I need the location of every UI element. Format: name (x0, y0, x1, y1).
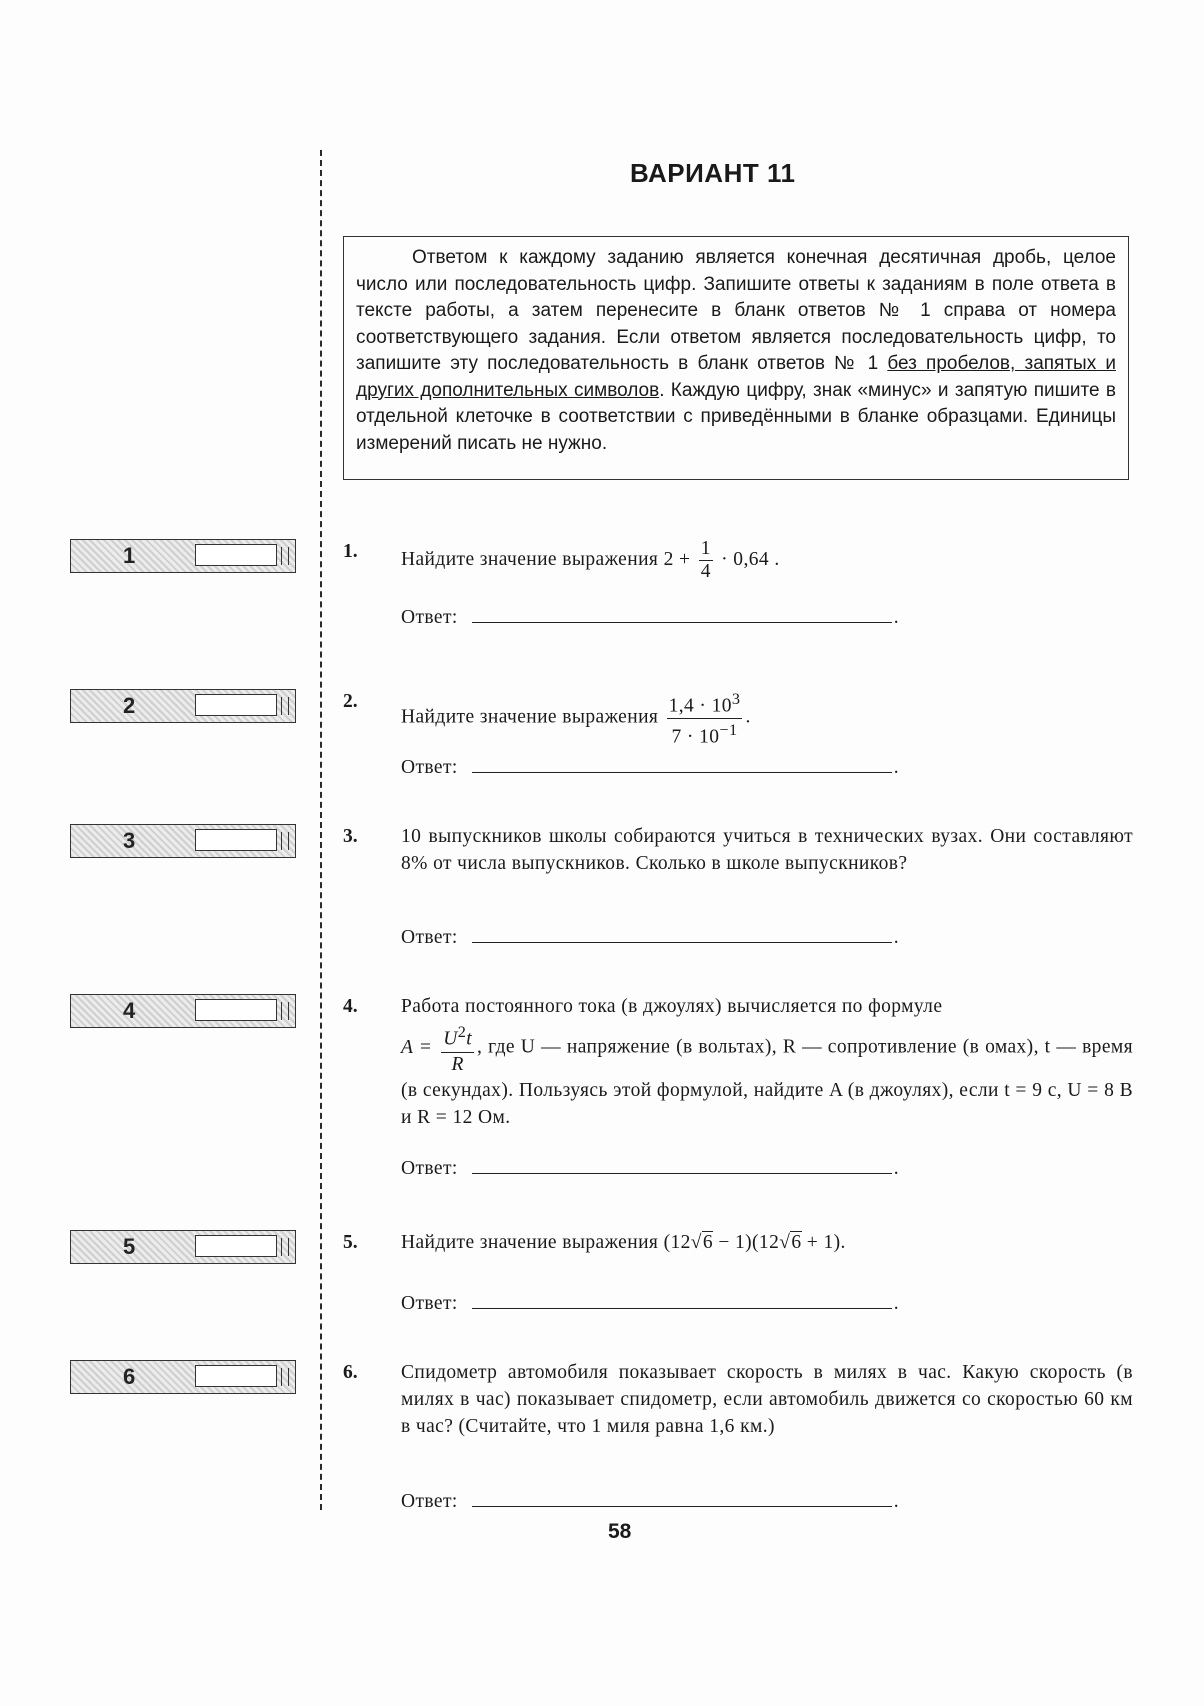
task-5 (343, 1229, 1133, 1256)
fraction: $\frac{1}{4}$ (700, 538, 711, 582)
task-number: 1. (343, 541, 358, 562)
answer-box-number: 6 (123, 1364, 136, 1389)
answer-input[interactable] (472, 924, 892, 943)
answer-box-number: 2 (123, 693, 136, 718)
answer-box-6 (70, 1360, 296, 1394)
answer-input[interactable] (472, 1488, 892, 1507)
answer-box-field[interactable] (195, 999, 277, 1021)
answer-input[interactable] (472, 1290, 892, 1309)
answer-label: Ответ: (401, 927, 458, 948)
task-text: Спидометр автомобиля показывает скорость в милях в час. Какую скорость (в милях в час) показывает спидометр, если автомобиль движется со скоростью 60 км в час? (Считайте, что 1 миля равна 1,6 км.) (401, 1362, 1133, 1437)
answer-input[interactable] (472, 604, 892, 623)
answer-label: Ответ: (401, 757, 458, 778)
task-3 (343, 823, 1133, 877)
answer-line-6: Ответ: . (401, 1488, 899, 1513)
task-prompt: Найдите значение выражения (401, 706, 659, 728)
answer-box-number: 4 (123, 998, 136, 1023)
answer-box-2 (70, 689, 296, 723)
page-title: ВАРИАНТ 11 (630, 158, 796, 188)
answer-box-number: 3 (123, 828, 136, 853)
answer-box-marker (281, 1238, 289, 1256)
page-number: 58 (608, 1520, 632, 1543)
math-expression: 2 + $\frac{1}{4}$ · 0,64 (663, 538, 770, 582)
task-number: 5. (343, 1232, 358, 1253)
task-text: Найдите значение выражения 2 + $\frac{1}{4}$ · 0,64 . (401, 538, 780, 582)
answer-label: Ответ: (401, 607, 458, 628)
answer-box-field[interactable] (195, 694, 277, 716)
answer-box-4 (70, 994, 296, 1028)
task-prompt-continued: , где U — напряжение (в вольтах), R — сопротивление (в омах), t — время (в секундах). Пользуясь этой формулой, найдите A (в джоулях), если t = 9 с, U = 8 В и R = 12 Ом. (401, 1036, 1133, 1128)
cut-line (320, 150, 322, 1510)
fraction: $\frac{1,4 \cdot 10^3}{7 \cdot 10^{-1}}$ (668, 690, 741, 747)
answer-line-4: Ответ: . (401, 1155, 899, 1180)
answer-line-2: Ответ: . (401, 754, 899, 779)
answer-box-field[interactable] (195, 1235, 277, 1257)
instructions-part1: Ответом к каждому заданию является конечная десятичная дробь, целое число или последовательность цифр. Запишите ответы к заданиям в поле ответа в тексте работы, а затем перенесите в бланк ответов № 1 справа от номера соответствующего задания. Если ответом является последовательность цифр, то запишите эту последовательность в бланк ответов № 1 (356, 247, 1116, 374)
instructions-part2: . Каждую цифру, знак «минус» и запятую пишите в отдельной клеточке в соответствии с приведёнными в бланке образцами. Единицы измерений писать не нужно. (356, 379, 1116, 454)
answer-box-number: 1 (123, 543, 136, 568)
math-expression: (12√6 − 1)(12√6 + 1) (663, 1232, 841, 1253)
answer-box-5 (70, 1230, 296, 1264)
task-number: 3. (343, 826, 358, 847)
task-1 (343, 538, 1133, 583)
fraction: $\frac{U^2t}{R}$ (441, 1020, 474, 1077)
answer-line-3: Ответ: . (401, 924, 899, 949)
task-number: 4. (343, 996, 358, 1017)
answer-box-number: 5 (123, 1234, 136, 1259)
task-2 (343, 688, 1133, 748)
instructions-text (356, 245, 1116, 457)
instructions-box (343, 236, 1129, 480)
answer-box-3 (70, 824, 296, 858)
answer-label: Ответ: (401, 1293, 458, 1314)
answer-input[interactable] (472, 754, 892, 773)
answer-box-field[interactable] (195, 544, 277, 566)
answer-input[interactable] (472, 1155, 892, 1174)
task-text: 10 выпускников школы собираются учиться в технических вузах. Они составляют 8% от числа выпускников. Сколько в школе выпускников? (401, 826, 1133, 874)
answer-box-marker (281, 1368, 289, 1386)
answer-label: Ответ: (401, 1491, 458, 1512)
task-6 (343, 1359, 1133, 1440)
task-number: 2. (343, 691, 358, 712)
answer-box-marker (281, 547, 289, 565)
answer-box-marker (281, 1002, 289, 1020)
formula: A = $\frac{U^2t}{R}$ (401, 1037, 477, 1058)
task-text: Найдите значение выражения (12√6 − 1)(12√6 + 1). (401, 1232, 846, 1253)
answer-box-field[interactable] (195, 1365, 277, 1387)
task-text: Найдите значение выражения $\frac{1,4 \cdot 10^3}{7 \cdot 10^{-1}}$ . (401, 690, 751, 747)
task-prompt: Работа постоянного тока (в джоулях) вычисляется по формуле (401, 996, 943, 1017)
instructions-underlined: без пробелов, запятых и других дополнительных символов (356, 353, 1116, 401)
answer-box-marker (281, 697, 289, 715)
task-number: 6. (343, 1362, 358, 1383)
task-4 (343, 993, 1133, 1131)
answer-box-1 (70, 539, 296, 573)
answer-label: Ответ: (401, 1158, 458, 1179)
answer-box-marker (281, 832, 289, 850)
answer-box-field[interactable] (195, 829, 277, 851)
answer-line-1: Ответ: . (401, 604, 899, 629)
answer-line-5: Ответ: . (401, 1290, 899, 1315)
task-text (401, 993, 1133, 1131)
task-prompt: Найдите значение выражения (401, 548, 659, 570)
task-prompt: Найдите значение выражения (401, 1232, 659, 1253)
